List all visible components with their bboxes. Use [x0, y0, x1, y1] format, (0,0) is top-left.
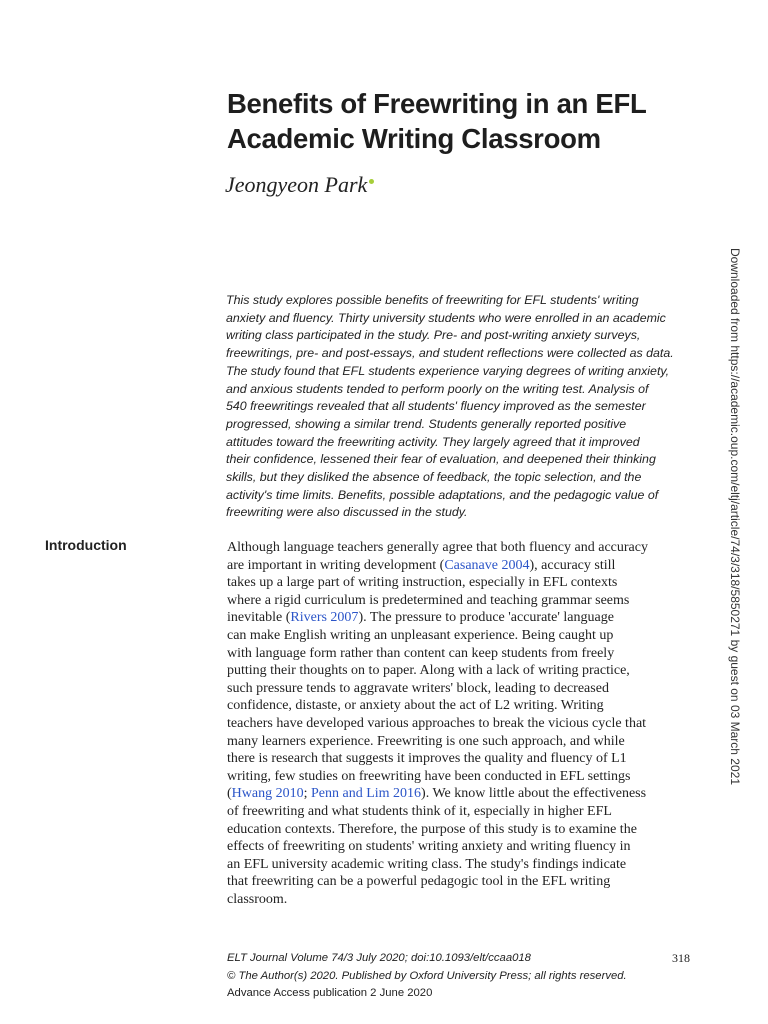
article-title: Benefits of Freewriting in an EFL Academic Writing Classroom — [227, 88, 646, 154]
text-line: writing, few studies on freewriting have been conducted in EFL settings — [227, 768, 631, 784]
text-line: putting their thoughts on to paper. Along with a lack of writing practice, — [227, 663, 630, 679]
text-line: with language form rather than content can keep students from freely — [227, 645, 615, 661]
citation-link[interactable]: Hwang 2010 — [231, 786, 304, 802]
author-name — [225, 172, 374, 198]
text-line: many learners experience. Freewriting is one such approach, and while — [227, 733, 625, 749]
text-span: ( — [227, 786, 232, 802]
advance-access-line: Advance Access publication 2 June 2020 — [227, 987, 433, 999]
text-line: effects of freewriting on students' writing anxiety and writing fluency in — [227, 839, 631, 855]
page-number: 318 — [672, 951, 690, 965]
orcid-icon[interactable] — [369, 179, 374, 184]
text-span: ). The pressure to produce 'accurate' language — [358, 610, 614, 626]
page-footer — [227, 950, 690, 1003]
copyright-line: © The Author(s) 2020. Published by Oxford University Press; all rights reserved. — [227, 969, 627, 982]
citation-link[interactable]: Rivers 2007 — [290, 610, 359, 626]
introduction-body — [227, 539, 697, 908]
citation-link[interactable]: Casanave 2004 — [444, 557, 530, 573]
text-line: of freewriting and what students think of it, especially in higher EFL — [227, 803, 612, 819]
text-line: an EFL university academic writing class. The study's findings indicate — [227, 856, 627, 872]
section-heading: Introduction — [45, 537, 127, 553]
text-line: confidence, distaste, or anxiety about the act of L2 writing. Writing — [227, 698, 604, 714]
text-line: education contexts. Therefore, the purpose of this study is to examine the — [227, 821, 637, 837]
text-line: such pressure tends to aggravate writers' block, leading to decreased — [227, 680, 609, 696]
text-line: can make English writing an unpleasant experience. Being caught up — [227, 627, 614, 643]
text-span: ). We know little about the effectiveness — [421, 786, 647, 802]
journal-citation: ELT Journal Volume 74/3 July 2020; doi:10.1093/elt/ccaa018 — [227, 952, 531, 964]
text-span: ; — [303, 786, 311, 802]
text-span: ), accuracy still — [529, 557, 616, 573]
abstract: This study explores possible benefits of freewriting for EFL students' writing anxiety and fluency. Thirty university students who were enrolled in an academic writing class participated in the study. Pre- and post-writing anxiety surveys, freewritings, pre- and post-essays, and student reflections were collected as data. The study found that EFL students experience varying degrees of writing anxiety, and anxious students tended to perform poorly on the writing test. Analysis of 540 freewritings revealed that all students' fluency improved as the semester progressed, showing a similar trend. Students generally reported positive attitudes toward the freewriting activity. They largely agreed that it improved their confidence, lessened their fear of evaluation, and deepened their thinking skills, but they disliked the absence of feedback, the topic selection, and the activity's time limits. Benefits, possible adaptations, and the pedagogic value of freewriting were also discussed in the study. — [226, 293, 674, 520]
text-line — [227, 609, 697, 627]
text-line: Although language teachers generally agree that both fluency and accuracy — [227, 540, 648, 555]
download-watermark: Downloaded from https://academic.oup.com/eltj/article/74/3/318/5850271 by guest on 03 March 2021 — [728, 248, 742, 785]
text-line: that freewriting can be a powerful pedagogic tool in the EFL writing — [227, 874, 611, 890]
text-line: classroom. — [227, 891, 288, 907]
author-name-text: Jeongyeon Park — [225, 172, 368, 197]
text-line: teachers have developed various approaches to break the vicious cycle that — [227, 715, 647, 731]
text-span: are important in writing development ( — [227, 557, 445, 573]
text-line: where a rigid curriculum is predetermined and teaching grammar seems — [227, 592, 630, 608]
citation-link[interactable]: Penn and Lim 2016 — [311, 786, 422, 802]
text-line: takes up a large part of writing instruction, especially in EFL contexts — [227, 575, 618, 591]
text-line — [227, 557, 697, 575]
text-line — [227, 785, 697, 803]
text-span: inevitable ( — [227, 610, 291, 626]
text-line: there is research that suggests it improves the quality and fluency of L1 — [227, 751, 627, 767]
